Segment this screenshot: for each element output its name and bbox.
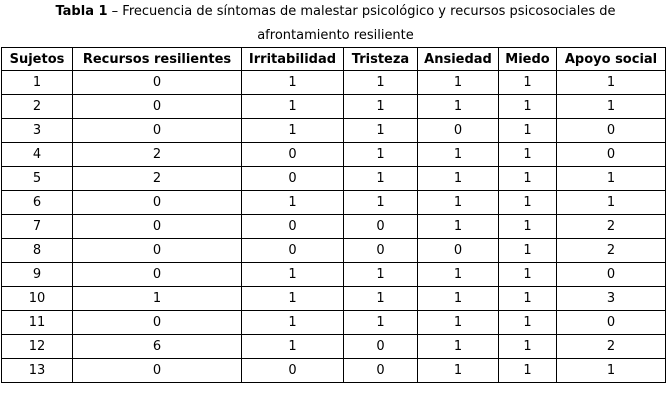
table-cell: 0 — [73, 359, 242, 383]
table-cell: 1 — [2, 71, 73, 95]
table-cell: 1 — [499, 167, 557, 191]
table-cell: 0 — [73, 71, 242, 95]
table-cell: 13 — [2, 359, 73, 383]
table-cell: 1 — [242, 119, 344, 143]
caption-label: Tabla 1 — [55, 4, 108, 19]
table-cell: 1 — [242, 263, 344, 287]
table-cell: 1 — [418, 143, 499, 167]
table-cell: 2 — [557, 215, 666, 239]
table-cell: 0 — [242, 167, 344, 191]
table-cell: 12 — [2, 335, 73, 359]
table-cell: 1 — [418, 335, 499, 359]
table-cell: 8 — [2, 239, 73, 263]
table-cell: 1 — [499, 143, 557, 167]
table-cell: 0 — [73, 215, 242, 239]
table-cell: 1 — [557, 95, 666, 119]
table-cell: 1 — [499, 119, 557, 143]
table-cell: 9 — [2, 263, 73, 287]
table-cell: 1 — [242, 95, 344, 119]
table-cell: 1 — [557, 359, 666, 383]
table-cell: 1 — [499, 287, 557, 311]
table-body — [2, 71, 666, 383]
table-cell: 1 — [242, 191, 344, 215]
table-cell: 1 — [499, 191, 557, 215]
table-cell: 1 — [557, 167, 666, 191]
column-header: Irritabilidad — [242, 48, 344, 71]
table-cell: 1 — [344, 311, 418, 335]
table-cell: 0 — [418, 239, 499, 263]
table-cell: 2 — [557, 335, 666, 359]
table-row — [2, 71, 666, 95]
table-cell: 4 — [2, 143, 73, 167]
column-header: Recursos resilientes — [73, 48, 242, 71]
table-cell: 0 — [73, 95, 242, 119]
column-header: Apoyo social — [557, 48, 666, 71]
table-row — [2, 311, 666, 335]
table-cell: 0 — [242, 359, 344, 383]
table-cell: 0 — [557, 143, 666, 167]
table-cell: 0 — [73, 119, 242, 143]
table-cell: 1 — [499, 335, 557, 359]
table-cell: 6 — [73, 335, 242, 359]
table-row — [2, 239, 666, 263]
table-cell: 0 — [73, 191, 242, 215]
table-cell: 0 — [557, 311, 666, 335]
table-cell: 2 — [557, 239, 666, 263]
table-row — [2, 143, 666, 167]
column-header: Miedo — [499, 48, 557, 71]
table-cell: 2 — [73, 143, 242, 167]
table-cell: 1 — [499, 359, 557, 383]
table-cell: 1 — [418, 287, 499, 311]
table-cell: 1 — [73, 287, 242, 311]
table-cell: 1 — [344, 119, 418, 143]
table-row — [2, 335, 666, 359]
table-cell: 2 — [73, 167, 242, 191]
table-cell: 5 — [2, 167, 73, 191]
table-cell: 1 — [344, 95, 418, 119]
table-cell: 0 — [242, 143, 344, 167]
table-cell: 10 — [2, 287, 73, 311]
table-cell: 0 — [344, 215, 418, 239]
symptoms-table — [1, 47, 666, 383]
table-row — [2, 95, 666, 119]
table-cell: 0 — [344, 335, 418, 359]
table-cell: 1 — [344, 287, 418, 311]
table-cell: 7 — [2, 215, 73, 239]
table-cell: 0 — [242, 215, 344, 239]
table-cell: 1 — [418, 359, 499, 383]
table-cell: 1 — [418, 215, 499, 239]
table-cell: 1 — [557, 71, 666, 95]
table-cell: 1 — [242, 287, 344, 311]
table-cell: 1 — [499, 311, 557, 335]
table-row — [2, 263, 666, 287]
table-row — [2, 359, 666, 383]
table-caption — [0, 0, 671, 48]
table-cell: 1 — [344, 143, 418, 167]
table-cell: 11 — [2, 311, 73, 335]
table-header-row — [2, 48, 666, 71]
table-cell: 0 — [242, 239, 344, 263]
table-row — [2, 191, 666, 215]
column-header: Ansiedad — [418, 48, 499, 71]
table-cell: 3 — [557, 287, 666, 311]
table-cell: 1 — [499, 263, 557, 287]
table-cell: 1 — [344, 71, 418, 95]
table-cell: 1 — [499, 71, 557, 95]
table-cell: 1 — [418, 263, 499, 287]
caption-text: – Frecuencia de síntomas de malestar psicológico y recursos psicosociales de — [107, 4, 616, 19]
table-cell: 1 — [418, 95, 499, 119]
table-cell: 0 — [418, 119, 499, 143]
caption-line-2: afrontamiento resiliente — [257, 28, 414, 43]
table-cell: 0 — [73, 239, 242, 263]
table-cell: 2 — [2, 95, 73, 119]
table-cell: 1 — [242, 335, 344, 359]
table-cell: 1 — [499, 215, 557, 239]
table-cell: 0 — [344, 359, 418, 383]
table-cell: 1 — [557, 191, 666, 215]
table-cell: 3 — [2, 119, 73, 143]
table-cell: 0 — [344, 239, 418, 263]
table-cell: 6 — [2, 191, 73, 215]
table-cell: 0 — [73, 311, 242, 335]
table-cell: 0 — [73, 263, 242, 287]
table-cell: 1 — [242, 71, 344, 95]
table-cell: 1 — [344, 191, 418, 215]
table-cell: 1 — [418, 311, 499, 335]
caption-line-1 — [0, 0, 671, 24]
table-cell: 1 — [344, 167, 418, 191]
table-cell: 1 — [344, 263, 418, 287]
column-header: Tristeza — [344, 48, 418, 71]
table-cell: 1 — [418, 167, 499, 191]
table-cell: 1 — [242, 311, 344, 335]
table-cell: 1 — [499, 95, 557, 119]
table-cell: 0 — [557, 263, 666, 287]
table-row — [2, 215, 666, 239]
table-cell: 0 — [557, 119, 666, 143]
table-row — [2, 119, 666, 143]
table-cell: 1 — [418, 71, 499, 95]
column-header: Sujetos — [2, 48, 73, 71]
table-row — [2, 167, 666, 191]
table-row — [2, 287, 666, 311]
table-cell: 1 — [499, 239, 557, 263]
table-cell: 1 — [418, 191, 499, 215]
